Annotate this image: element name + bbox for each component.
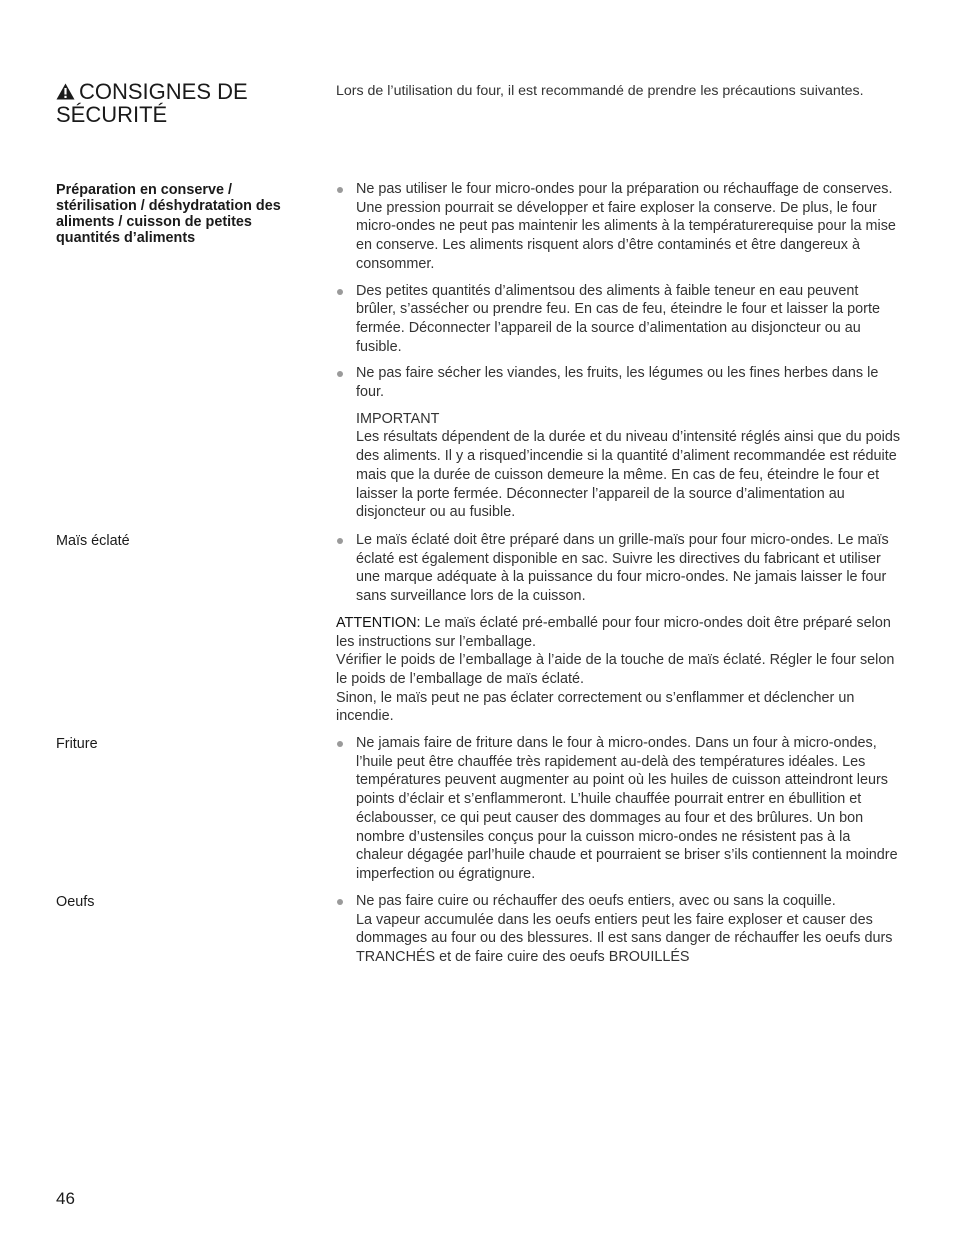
page-title [56, 80, 326, 126]
warning-triangle-icon [56, 81, 75, 98]
section-body-oeufs [336, 892, 901, 975]
section-body-conserve [336, 180, 901, 530]
attention-label: ATTENTION: [336, 614, 421, 631]
section-body-friture [336, 734, 901, 892]
list-item: Ne jamais faire de friture dans le four à micro-ondes. Dans un four à micro-ondes, l’huile peut être chauffée très rapidement au-delà des températures idéales. Les températures peuvent augmenter au point où les huiles de cuisson atteindront leurs points d’éclair et s’enflammeront. L’huile chauffée pourrait entrer en ébullition et éclabousser, ce qui peut causer des dommages au four et des brûlures. Un bon nombre d’ustensiles conçus pour la cuisson micro-ondes ne résistent pas à la chaleur dégagée parl’huile chaude et pourraient se briser s’ils contiennent la moindre imperfection ou égratignure. [336, 734, 901, 884]
list-item: Ne pas faire sécher les viandes, les fruits, les légumes ou les fines herbes dans le four. [336, 364, 901, 401]
section-label-conserve: Préparation en conserve / stérilisation / déshydratation des aliments / cuisson de petites quantités d’aliments [56, 182, 281, 246]
section-body-mais [336, 531, 901, 734]
section-label-mais: Maïs éclaté [56, 533, 130, 549]
section-label-oeufs: Oeufs [56, 894, 95, 910]
important-label: IMPORTANT [356, 410, 440, 427]
attention-line-3: Sinon, le maïs peut ne pas éclater correctement ou s’enflammer et déclencher un incendie. [336, 689, 855, 725]
page-number: 46 [56, 1189, 75, 1208]
intro-text: Lors de l’utilisation du four, il est recommandé de prendre les précautions suivantes. [336, 83, 864, 99]
attention-note [336, 614, 901, 726]
important-text: Les résultats dépendent de la durée et du niveau d’intensité réglés ainsi que du poids des aliments. Il y a risqued’incendie si la quantité d’aliment recommandée est réduite mais que la durée de cuisson demeure la même. En cas de feu, éteindre le four et laisser la porte fermée. Déconnecter l’appareil de la source d’alimentation au disjoncteur ou au fusible. [356, 429, 901, 521]
list-item: Ne pas faire cuire ou réchauffer des oeufs entiers, avec ou sans la coquille. La vapeur accumulée dans les oeufs entiers peut les faire exploser et causer des dommages au four ou des blessures. Il est sans danger de réchauffer les oeufs durs TRANCHÉS et de faire cuire des oeufs BROUILLÉS [336, 892, 901, 967]
title-line-2: SÉCURITÉ [56, 102, 168, 127]
title-line-1: CONSIGNES DE [79, 79, 248, 104]
attention-text: Le maïs éclaté pré-emballé pour four micro-ondes doit être préparé selon les instructions sur l’emballage. [336, 614, 891, 650]
list-item: Ne pas utiliser le four micro-ondes pour la préparation ou réchauffage de conserves. Une pression pourrait se développer et faire exploser la conserve. De plus, le four micro-ondes ne peut pas maintenir les aliments à la températurerequise pour la mise en conserve. Les aliments risquent alors d’être contaminés et être dangereux à consommer. [336, 180, 901, 274]
section-label-friture: Friture [56, 736, 98, 752]
list-item: Des petites quantités d’alimentsou des aliments à faible teneur en eau peuvent brûler, s’assécher ou prendre feu. En cas de feu, éteindre le four et laisser la porte fermée. Déconnecter l’appareil de la source d’alimentation au disjoncteur ou au fusible. [336, 282, 901, 357]
list-item: Le maïs éclaté doit être préparé dans un grille-maïs pour four micro-ondes. Le maïs éclaté est également disponible en sac. Suivre les directives du fabricant et utiliser une marque adéquate à la puissance du four micro-ondes. Ne jamais laisser le four sans surveillance lors de la cuisson. [336, 531, 901, 606]
attention-line-2: Vérifier le poids de l’emballage à l’aide de la touche de maïs éclaté. Régler le four selon le poids de l’emballage de maïs éclaté. [336, 652, 895, 687]
important-note [336, 410, 901, 522]
